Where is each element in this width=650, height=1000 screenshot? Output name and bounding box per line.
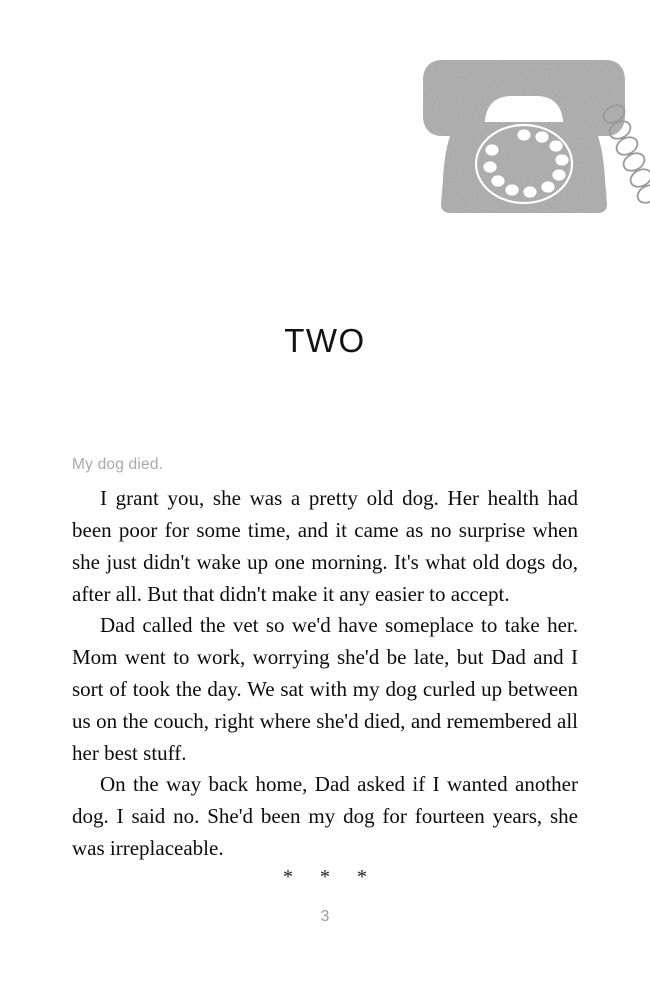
body-paragraph: Dad called the vet so we'd have someplace to take her. Mom went to work, worrying she'd be late, but Dad and I sort of took the day. We sat with my dog curled up between us on the couch, right where she'd died, and remembered all her best stuff. <box>72 613 578 765</box>
rotary-telephone-illustration <box>408 40 650 225</box>
body-text-block <box>72 455 578 865</box>
opening-line: My dog died. <box>72 456 164 473</box>
body-paragraph: I grant you, she was a pretty old dog. Her health had been poor for some time, and it came as no surprise when she just didn't wake up one morning. It's what old dogs do, after all. But that didn't make it any easier to accept. <box>72 486 578 606</box>
body-paragraph: On the way back home, Dad asked if I wanted another dog. I said no. She'd been my dog for fourteen years, she was irreplaceable. <box>72 772 578 860</box>
scene-divider: * * * <box>283 866 378 888</box>
chapter-heading: TWO <box>284 322 366 359</box>
page-number: 3 <box>320 908 330 925</box>
